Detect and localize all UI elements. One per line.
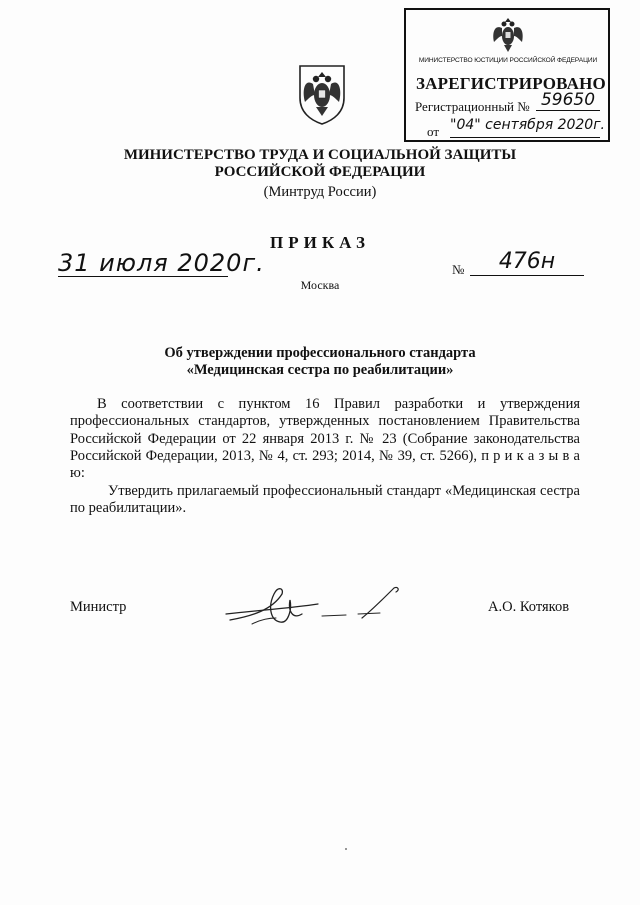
signatory-title: Министр [70, 599, 127, 615]
order-subject [120, 345, 520, 379]
stamp-ministry: МИНИСТЕРСТВО ЮСТИЦИИ РОССИЙСКОЙ ФЕДЕРАЦИИ [418, 57, 598, 64]
ministry-short-name: (Минтруд России) [263, 184, 377, 200]
body-paragraph-1: В соответствии с пунктом 16 Правил разработки и утверждения профессиональных стандартов, утвержденных постановлением Правительства Российской Федерации от 22 января 2013 г. № 23 (Собрание законодательства Российской Федерации, 2013, № 4, ст. 293; 2014, № 39, ст. 5266), п р и к а з ы в а ю: [70, 396, 580, 482]
stamp-title: ЗАРЕГИСТРИРОВАНО [416, 74, 606, 93]
coat-of-arms-icon [296, 62, 348, 126]
stamp-date-label: от [427, 124, 440, 139]
scan-speck [345, 848, 347, 850]
signatory-name: А.О. Котяков [488, 599, 570, 615]
order-city: Москва [300, 278, 340, 292]
ministry-line-1: МИНИСТЕРСТВО ТРУДА И СОЦИАЛЬНОЙ ЗАЩИТЫ [123, 147, 517, 163]
stamp-number-label: Регистрационный № [415, 99, 530, 114]
handwritten-signature [222, 580, 412, 630]
order-number: 476н [470, 249, 584, 276]
body-paragraph-2: Утвердить прилагаемый профессиональный стандарт «Медицинская сестра по реабилитации». [70, 483, 580, 517]
order-date: 31 июля 2020г. [58, 249, 265, 277]
eagle-emblem-icon [490, 14, 526, 54]
registration-stamp [404, 8, 610, 142]
stamp-date-underline [450, 137, 600, 138]
order-title: ПРИКАЗ [270, 233, 370, 252]
stamp-date: "04" сентября 2020г. [450, 117, 606, 133]
order-number-sign: № [452, 262, 465, 277]
subject-line-1: Об утверждении профессионального стандарта [164, 345, 476, 361]
order-date-underline [58, 276, 228, 277]
stamp-number: 59650 [536, 90, 600, 111]
subject-line-2: «Медицинская сестра по реабилитации» [186, 362, 454, 378]
ministry-line-2: РОССИЙСКОЙ ФЕДЕРАЦИИ [214, 164, 426, 180]
ministry-header [120, 147, 520, 181]
